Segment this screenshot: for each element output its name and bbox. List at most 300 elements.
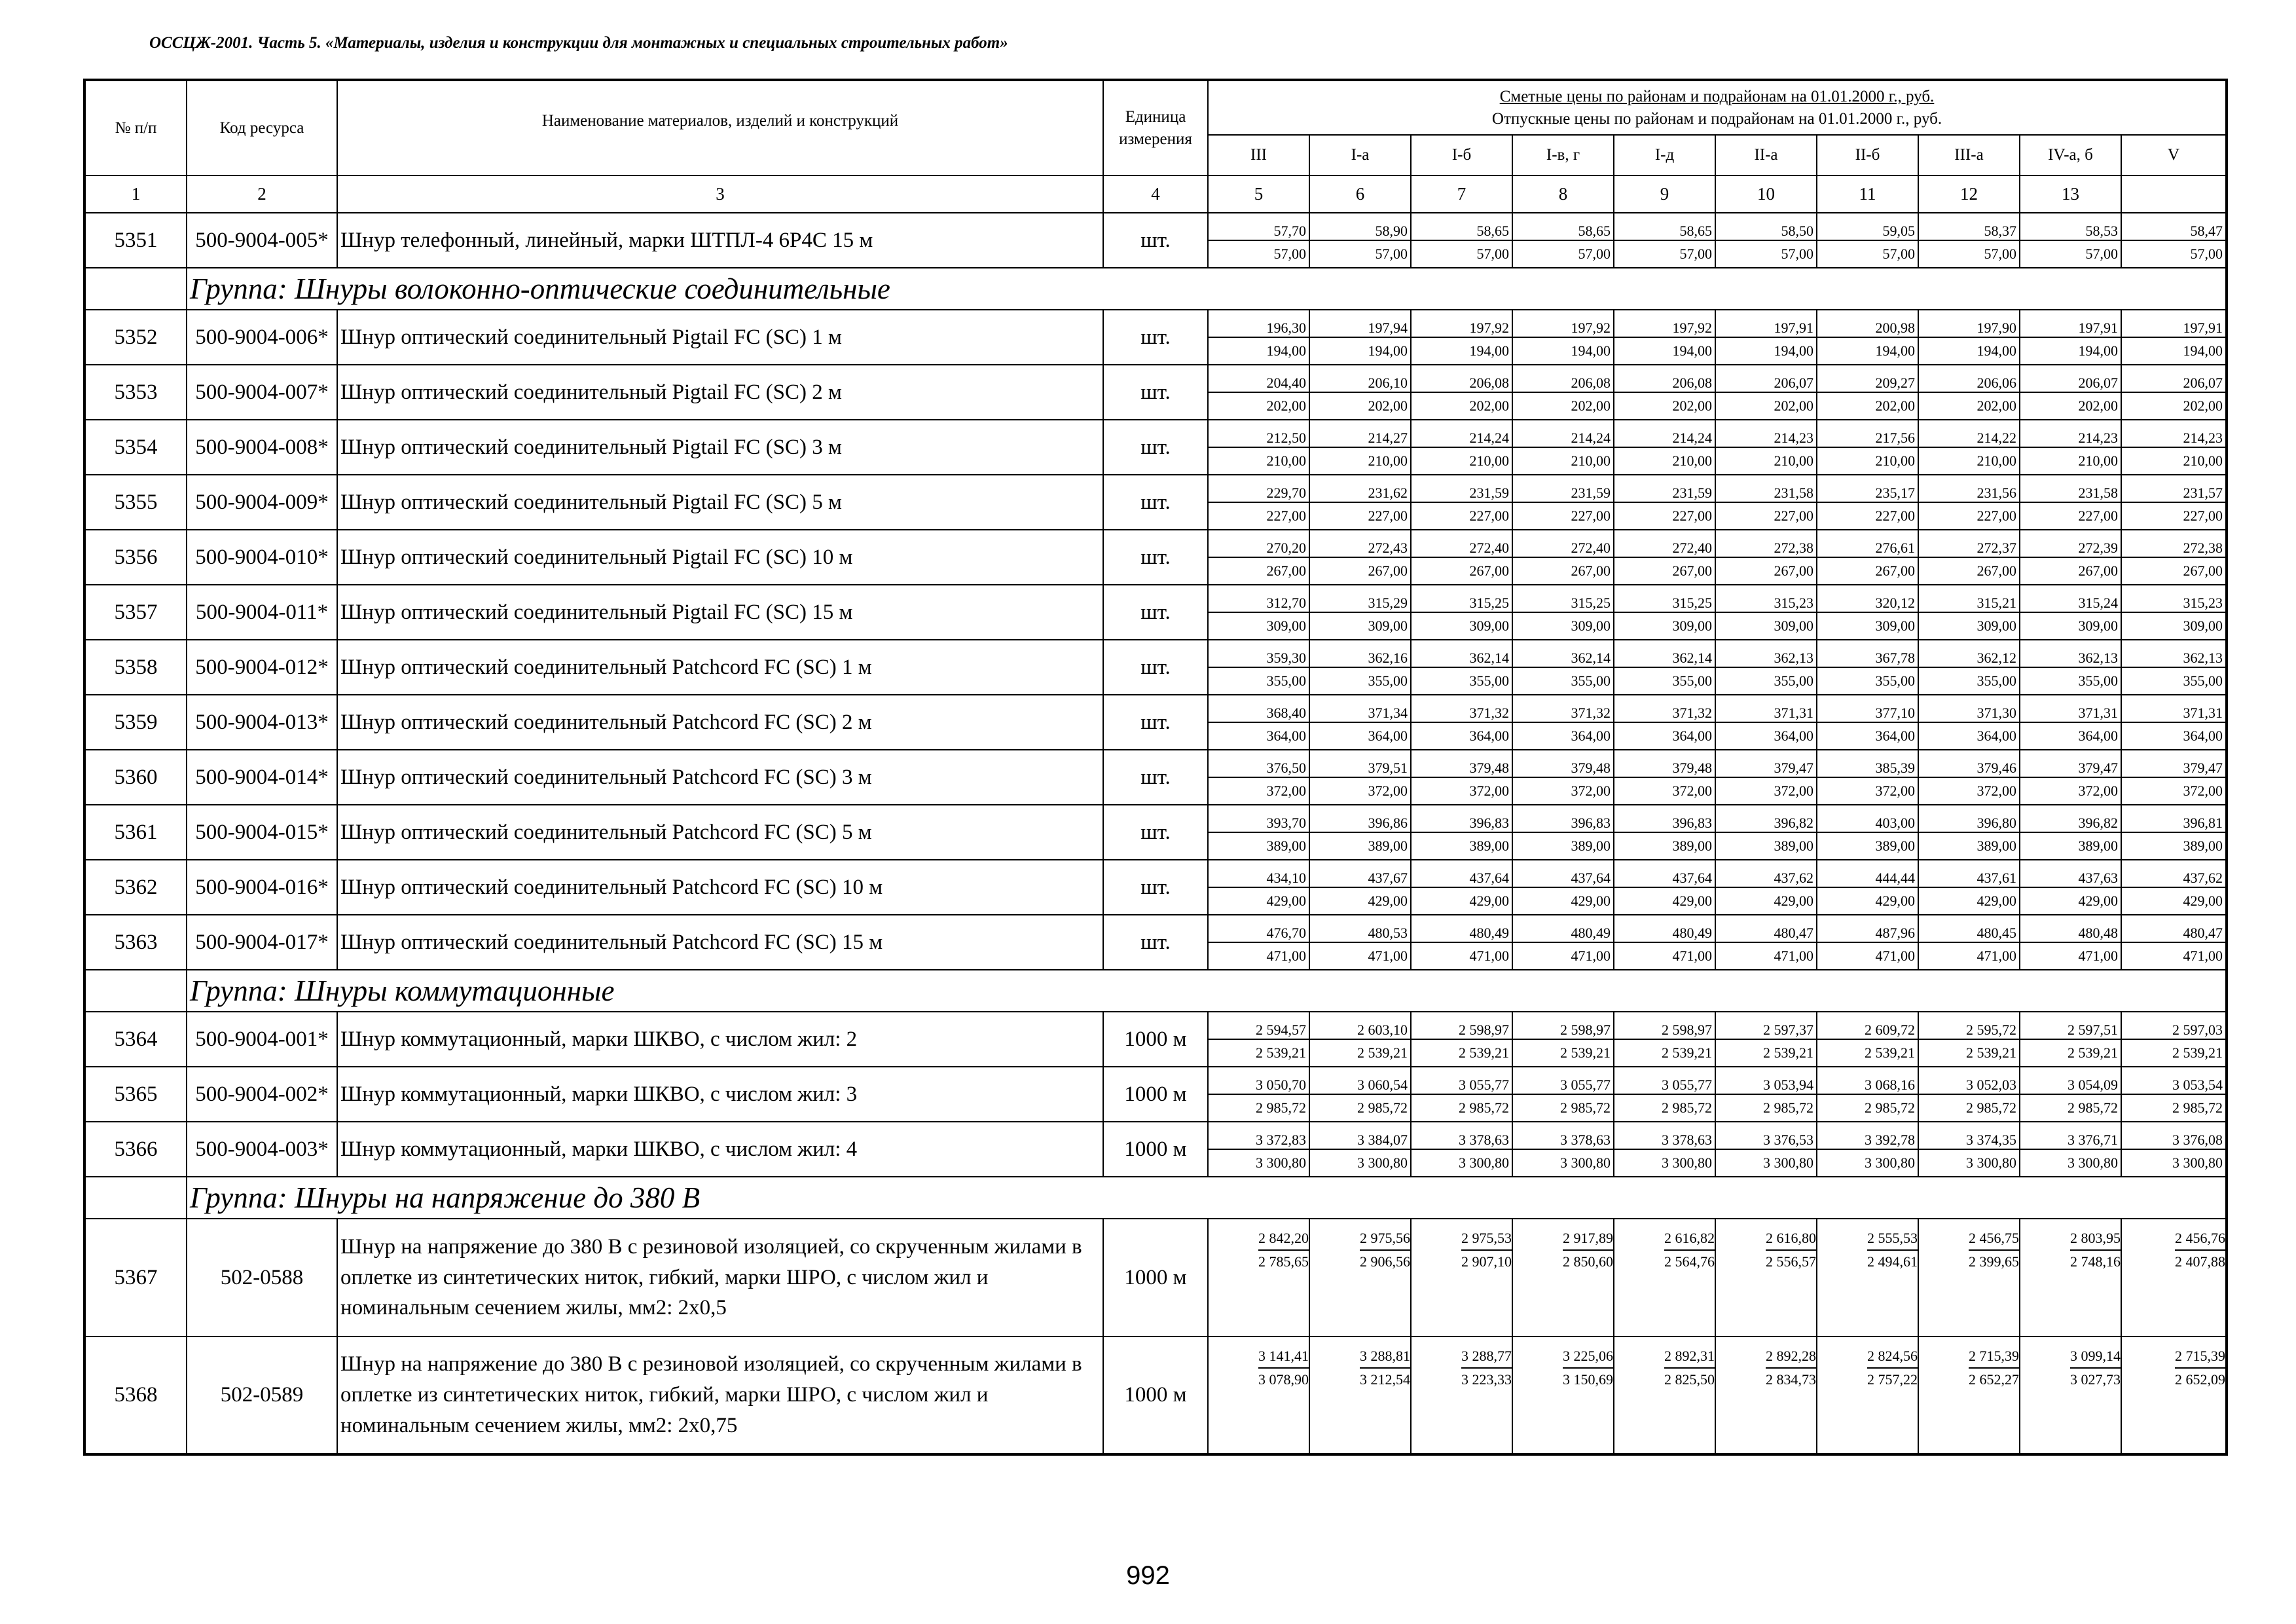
price-cell <box>2020 1219 2121 1337</box>
price-cell <box>2121 420 2227 475</box>
table-row <box>84 420 2227 475</box>
resource-code: 500-9004-011* <box>187 585 337 640</box>
estimate-price: 315,23 <box>1716 585 1816 613</box>
estimate-price: 272,38 <box>2122 530 2225 558</box>
release-price: 3 300,80 <box>1459 1154 1509 1171</box>
price-cell <box>1715 1337 1817 1454</box>
estimate-price: 315,29 <box>1310 585 1410 613</box>
release-price: 309,00 <box>1774 618 1813 634</box>
resource-code: 500-9004-009* <box>187 475 337 530</box>
price-cell <box>1817 1337 1918 1454</box>
price-cell <box>1411 860 1512 915</box>
release-price: 372,00 <box>2183 783 2223 799</box>
price-cell <box>2020 530 2121 585</box>
release-price: 2 556,57 <box>1766 1253 1816 1270</box>
table-row <box>84 365 2227 420</box>
estimate-price: 272,39 <box>2020 530 2121 558</box>
item-name: Шнур коммутационный, марки ШКВО, с числом жил: 3 <box>337 1067 1103 1122</box>
price-cell <box>1208 640 1309 695</box>
estimate-price: 58,37 <box>1919 213 2019 241</box>
release-price: 202,00 <box>2183 397 2223 414</box>
release-price: 2 539,21 <box>1256 1044 1306 1061</box>
estimate-price: 315,21 <box>1919 585 2019 613</box>
row-number: 5358 <box>84 640 187 695</box>
region-header: IV-а, б <box>2020 135 2121 175</box>
release-price: 372,00 <box>1875 783 1915 799</box>
release-price: 2 985,72 <box>1560 1099 1611 1116</box>
price-cell <box>1918 1219 2020 1337</box>
column-number: 3 <box>337 175 1103 213</box>
price-cell <box>1614 915 1715 970</box>
item-name: Шнур оптический соединительный Patchcord FC (SC) 2 м <box>337 695 1103 750</box>
release-price: 202,00 <box>1266 397 1306 414</box>
estimate-price: 3 376,53 <box>1716 1122 1816 1150</box>
release-price: 2 652,27 <box>1969 1371 2019 1388</box>
release-price: 429,00 <box>2078 893 2118 909</box>
region-header: III-а <box>1918 135 2020 175</box>
resource-code: 500-9004-001* <box>187 1012 337 1067</box>
estimate-price: 3 374,35 <box>1919 1122 2019 1150</box>
estimate-price: 2 603,10 <box>1310 1012 1410 1040</box>
estimate-price: 315,23 <box>2122 585 2225 613</box>
estimate-price: 3 052,03 <box>1919 1067 2019 1095</box>
estimate-price: 214,23 <box>1716 420 1816 448</box>
price-cell <box>1715 475 1817 530</box>
release-price: 210,00 <box>1672 452 1712 469</box>
price-cell <box>1208 1122 1309 1177</box>
region-header: I-а <box>1309 135 1411 175</box>
release-price: 267,00 <box>1672 563 1712 579</box>
price-cell <box>1208 915 1309 970</box>
estimate-price: 197,94 <box>1310 310 1410 338</box>
price-cell <box>1208 420 1309 475</box>
price-cell <box>1411 695 1512 750</box>
estimate-price: 444,44 <box>1817 860 1918 888</box>
estimate-price: 197,91 <box>1716 310 1816 338</box>
price-cell <box>1512 695 1614 750</box>
price-cell <box>1309 310 1411 365</box>
release-price: 210,00 <box>2078 452 2118 469</box>
estimate-price: 3 288,81 <box>1360 1345 1410 1369</box>
estimate-price: 362,12 <box>1919 640 2019 668</box>
release-price: 2 539,21 <box>1662 1044 1712 1061</box>
price-cell <box>1512 585 1614 640</box>
price-cell <box>1817 695 1918 750</box>
price-cell <box>1411 1012 1512 1067</box>
release-price: 471,00 <box>1571 948 1611 964</box>
release-price: 2 825,50 <box>1664 1371 1715 1388</box>
price-cell <box>1614 585 1715 640</box>
unit: шт. <box>1103 860 1208 915</box>
estimate-price: 371,32 <box>1412 695 1512 723</box>
release-price: 364,00 <box>1571 728 1611 744</box>
estimate-price: 437,62 <box>2122 860 2225 888</box>
price-cell <box>2121 1337 2227 1454</box>
unit: шт. <box>1103 365 1208 420</box>
release-price: 202,00 <box>1571 397 1611 414</box>
release-price: 389,00 <box>1266 838 1306 854</box>
release-price: 309,00 <box>1571 618 1611 634</box>
release-price: 210,00 <box>1571 452 1611 469</box>
release-price: 389,00 <box>1774 838 1813 854</box>
price-cell <box>2020 475 2121 530</box>
estimate-price: 371,32 <box>1614 695 1715 723</box>
estimate-price: 3 372,83 <box>1209 1122 1309 1150</box>
estimate-price: 379,46 <box>1919 750 2019 778</box>
estimate-price: 3 053,54 <box>2122 1067 2225 1095</box>
estimate-price: 2 975,56 <box>1360 1227 1410 1251</box>
item-name: Шнур оптический соединительный Patchcord FC (SC) 5 м <box>337 805 1103 860</box>
unit: 1000 м <box>1103 1012 1208 1067</box>
row-number: 5368 <box>84 1337 187 1454</box>
price-cell <box>1512 420 1614 475</box>
page-number: 992 <box>1126 1561 1170 1590</box>
estimate-price: 393,70 <box>1209 805 1309 833</box>
release-price: 355,00 <box>1368 673 1408 689</box>
release-price: 2 539,21 <box>1560 1044 1611 1061</box>
unit: 1000 м <box>1103 1067 1208 1122</box>
release-price: 57,00 <box>1781 246 1813 262</box>
price-cell <box>2020 1067 2121 1122</box>
release-price: 210,00 <box>1977 452 2016 469</box>
price-cell <box>1512 213 1614 268</box>
release-price: 194,00 <box>1977 342 2016 359</box>
estimate-price: 437,64 <box>1513 860 1613 888</box>
price-cell <box>1309 750 1411 805</box>
estimate-price: 214,22 <box>1919 420 2019 448</box>
release-price: 194,00 <box>1368 342 1408 359</box>
estimate-price: 229,70 <box>1209 475 1309 503</box>
estimate-price: 396,81 <box>2122 805 2225 833</box>
release-price: 2 906,56 <box>1360 1253 1410 1270</box>
estimate-price: 476,70 <box>1209 915 1309 943</box>
release-price: 57,00 <box>1476 246 1509 262</box>
table-row <box>84 915 2227 970</box>
release-price: 227,00 <box>1469 507 1509 524</box>
resource-code: 500-9004-007* <box>187 365 337 420</box>
price-cell <box>1614 365 1715 420</box>
estimate-price: 206,07 <box>2020 365 2121 393</box>
estimate-price: 434,10 <box>1209 860 1309 888</box>
unit: шт. <box>1103 695 1208 750</box>
estimate-price: 3 068,16 <box>1817 1067 1918 1095</box>
resource-code: 500-9004-002* <box>187 1067 337 1122</box>
price-cell <box>1512 1219 1614 1337</box>
price-cell <box>1918 420 2020 475</box>
price-cell <box>1817 1219 1918 1337</box>
release-price: 267,00 <box>2183 563 2223 579</box>
table-row <box>84 1337 2227 1454</box>
estimate-price: 437,61 <box>1919 860 2019 888</box>
estimate-price: 214,23 <box>2020 420 2121 448</box>
item-name: Шнур оптический соединительный Pigtail FC (SC) 1 м <box>337 310 1103 365</box>
price-cell <box>1817 310 1918 365</box>
price-cell <box>2121 530 2227 585</box>
price-cell <box>1918 1122 2020 1177</box>
release-price: 2 757,22 <box>1867 1371 1918 1388</box>
estimate-price: 2 609,72 <box>1817 1012 1918 1040</box>
release-price: 389,00 <box>1672 838 1712 854</box>
estimate-price: 200,98 <box>1817 310 1918 338</box>
price-cell <box>1309 530 1411 585</box>
col-header-num: № п/п <box>84 80 187 175</box>
price-cell <box>1411 213 1512 268</box>
price-cell <box>1512 530 1614 585</box>
table-row <box>84 530 2227 585</box>
release-price: 210,00 <box>1469 452 1509 469</box>
estimate-price: 371,31 <box>1716 695 1816 723</box>
release-price: 194,00 <box>1672 342 1712 359</box>
estimate-price: 315,25 <box>1614 585 1715 613</box>
row-number: 5367 <box>84 1219 187 1337</box>
price-cell <box>1614 805 1715 860</box>
price-cell <box>1614 1067 1715 1122</box>
table-row <box>84 1012 2227 1067</box>
unit: шт. <box>1103 750 1208 805</box>
estimate-price: 3 060,54 <box>1310 1067 1410 1095</box>
estimate-price: 480,49 <box>1614 915 1715 943</box>
release-price: 210,00 <box>1368 452 1408 469</box>
price-cell <box>1817 475 1918 530</box>
price-cell <box>2121 750 2227 805</box>
estimate-price: 2 975,53 <box>1461 1227 1512 1251</box>
release-price: 227,00 <box>1977 507 2016 524</box>
table-row <box>84 750 2227 805</box>
release-price: 471,00 <box>2078 948 2118 964</box>
price-cell <box>1309 915 1411 970</box>
group-row <box>84 268 2227 310</box>
region-header: II-а <box>1715 135 1817 175</box>
release-price: 372,00 <box>1977 783 2016 799</box>
price-cell <box>1411 1067 1512 1122</box>
unit: шт. <box>1103 475 1208 530</box>
price-cell <box>1614 750 1715 805</box>
release-price: 2 539,21 <box>2172 1044 2223 1061</box>
row-number: 5355 <box>84 475 187 530</box>
estimate-price: 276,61 <box>1817 530 1918 558</box>
estimate-price: 272,43 <box>1310 530 1410 558</box>
release-price: 3 300,80 <box>1560 1154 1611 1171</box>
price-cell <box>2020 860 2121 915</box>
release-price: 389,00 <box>1977 838 2016 854</box>
price-cell <box>1614 1219 1715 1337</box>
price-cell <box>1309 213 1411 268</box>
estimate-price: 368,40 <box>1209 695 1309 723</box>
release-price: 372,00 <box>1368 783 1408 799</box>
price-cell <box>1918 750 2020 805</box>
estimate-price: 437,67 <box>1310 860 1410 888</box>
release-price: 429,00 <box>1469 893 1509 909</box>
table-row <box>84 310 2227 365</box>
estimate-price: 2 917,89 <box>1563 1227 1613 1251</box>
price-cell <box>1208 213 1309 268</box>
release-price: 364,00 <box>1469 728 1509 744</box>
price-cell <box>1208 1012 1309 1067</box>
price-cell <box>1614 860 1715 915</box>
release-price: 202,00 <box>1977 397 2016 414</box>
release-price: 364,00 <box>1875 728 1915 744</box>
release-price: 3 300,80 <box>2172 1154 2223 1171</box>
region-header: I-б <box>1411 135 1512 175</box>
row-number: 5351 <box>84 213 187 268</box>
release-price: 364,00 <box>1672 728 1712 744</box>
estimate-price: 214,27 <box>1310 420 1410 448</box>
estimate-price: 231,59 <box>1614 475 1715 503</box>
release-price: 429,00 <box>1977 893 2016 909</box>
release-price: 2 907,10 <box>1461 1253 1512 1270</box>
estimate-price: 3 141,41 <box>1258 1345 1309 1369</box>
release-price: 267,00 <box>1977 563 2016 579</box>
release-price: 3 223,33 <box>1461 1371 1512 1388</box>
estimate-price: 315,25 <box>1412 585 1512 613</box>
price-cell <box>1512 475 1614 530</box>
release-price: 267,00 <box>1368 563 1408 579</box>
column-number: 1 <box>84 175 187 213</box>
price-cell <box>1715 805 1817 860</box>
estimate-price: 58,53 <box>2020 213 2121 241</box>
estimate-price: 272,40 <box>1614 530 1715 558</box>
estimate-price: 59,05 <box>1817 213 1918 241</box>
price-cell <box>2121 310 2227 365</box>
estimate-price: 2 842,20 <box>1258 1227 1309 1251</box>
release-price: 389,00 <box>1469 838 1509 854</box>
release-price: 2 564,76 <box>1664 1253 1715 1270</box>
table-row <box>84 640 2227 695</box>
item-name: Шнур оптический соединительный Pigtail FC (SC) 3 м <box>337 420 1103 475</box>
unit: шт. <box>1103 585 1208 640</box>
price-cell <box>1411 805 1512 860</box>
price-cell <box>1208 585 1309 640</box>
price-cell <box>1208 310 1309 365</box>
release-price: 309,00 <box>2183 618 2223 634</box>
price-cell <box>1715 860 1817 915</box>
item-name: Шнур телефонный, линейный, марки ШТПЛ-4 6Р4С 15 м <box>337 213 1103 268</box>
region-header: V <box>2121 135 2227 175</box>
release-price: 372,00 <box>1774 783 1813 799</box>
release-price: 3 300,80 <box>1763 1154 1813 1171</box>
release-price: 2 539,21 <box>1763 1044 1813 1061</box>
region-header: I-в, г <box>1512 135 1614 175</box>
estimate-price: 206,08 <box>1513 365 1613 393</box>
estimate-price: 3 055,77 <box>1513 1067 1613 1095</box>
price-cell <box>1309 420 1411 475</box>
release-price: 389,00 <box>1368 838 1408 854</box>
price-cell <box>1411 530 1512 585</box>
price-cell <box>2121 695 2227 750</box>
release-price: 2 407,88 <box>2175 1253 2226 1270</box>
release-price: 3 300,80 <box>2068 1154 2118 1171</box>
release-price: 2 494,61 <box>1867 1253 1918 1270</box>
price-cell <box>1309 805 1411 860</box>
estimate-price: 214,24 <box>1614 420 1715 448</box>
release-price: 210,00 <box>1774 452 1813 469</box>
column-number: 4 <box>1103 175 1208 213</box>
release-price: 429,00 <box>1774 893 1813 909</box>
price-cell <box>2020 420 2121 475</box>
price-cell <box>1817 640 1918 695</box>
estimate-price: 480,45 <box>1919 915 2019 943</box>
resource-code: 500-9004-012* <box>187 640 337 695</box>
price-cell <box>1208 860 1309 915</box>
price-cell <box>1309 1012 1411 1067</box>
estimate-price: 206,07 <box>1716 365 1816 393</box>
release-price: 471,00 <box>1977 948 2016 964</box>
release-price: 389,00 <box>2078 838 2118 854</box>
item-name: Шнур на напряжение до 380 В с резиновой изоляцией, со скрученным жилами в оплетке из синтетических ниток, гибкий, марки ШРО, с числом жил и номинальным сечением жилы, мм2: 2x0,5 <box>337 1219 1103 1337</box>
item-name: Шнур оптический соединительный Patchcord FC (SC) 10 м <box>337 860 1103 915</box>
release-price: 267,00 <box>2078 563 2118 579</box>
price-cell <box>2121 640 2227 695</box>
row-number: 5357 <box>84 585 187 640</box>
release-price: 227,00 <box>2183 507 2223 524</box>
release-price: 267,00 <box>1266 563 1306 579</box>
resource-code: 502-0589 <box>187 1337 337 1454</box>
price-cell <box>2020 1337 2121 1454</box>
release-price: 227,00 <box>1672 507 1712 524</box>
estimate-price: 367,78 <box>1817 640 1918 668</box>
estimate-price: 379,47 <box>2020 750 2121 778</box>
estimate-price: 214,24 <box>1513 420 1613 448</box>
table-row <box>84 695 2227 750</box>
release-price: 57,00 <box>2085 246 2118 262</box>
price-cell <box>2020 365 2121 420</box>
resource-code: 500-9004-005* <box>187 213 337 268</box>
estimate-price: 206,08 <box>1614 365 1715 393</box>
estimate-price: 2 597,37 <box>1716 1012 1816 1040</box>
price-cell <box>2020 640 2121 695</box>
group-title: Группа: Шнуры волоконно-оптические соединительные <box>187 268 2227 310</box>
item-name: Шнур оптический соединительный Patchcord FC (SC) 15 м <box>337 915 1103 970</box>
estimate-price: 217,56 <box>1817 420 1918 448</box>
table-row <box>84 805 2227 860</box>
price-cell <box>2121 1219 2227 1337</box>
price-cell <box>1411 1337 1512 1454</box>
release-price: 57,00 <box>1882 246 1915 262</box>
price-cell <box>1918 530 2020 585</box>
release-price: 194,00 <box>2078 342 2118 359</box>
estimate-price: 396,80 <box>1919 805 2019 833</box>
price-cell <box>1614 1012 1715 1067</box>
price-cell <box>2020 310 2121 365</box>
price-cell <box>1614 475 1715 530</box>
release-price: 2 399,65 <box>1969 1253 2019 1270</box>
price-cell <box>1512 1337 1614 1454</box>
release-price: 2 539,21 <box>1865 1044 1915 1061</box>
price-cell <box>1512 750 1614 805</box>
release-price: 57,00 <box>1375 246 1408 262</box>
price-cell <box>2020 585 2121 640</box>
resource-code: 500-9004-013* <box>187 695 337 750</box>
release-price: 309,00 <box>1977 618 2016 634</box>
resource-code: 502-0588 <box>187 1219 337 1337</box>
price-cell <box>1817 805 1918 860</box>
column-number: 7 <box>1411 175 1512 213</box>
estimate-price: 2 715,39 <box>1969 1345 2019 1369</box>
item-name: Шнур коммутационный, марки ШКВО, с числом жил: 4 <box>337 1122 1103 1177</box>
release-price: 57,00 <box>1273 246 1306 262</box>
release-price: 267,00 <box>1774 563 1813 579</box>
price-cell <box>1715 915 1817 970</box>
column-number: 11 <box>1817 175 1918 213</box>
item-name: Шнур оптический соединительный Pigtail FC (SC) 2 м <box>337 365 1103 420</box>
release-price: 194,00 <box>1469 342 1509 359</box>
row-number: 5352 <box>84 310 187 365</box>
estimate-price: 320,12 <box>1817 585 1918 613</box>
estimate-price: 2 824,56 <box>1867 1345 1918 1369</box>
unit: шт. <box>1103 310 1208 365</box>
item-name: Шнур оптический соединительный Pigtail FC (SC) 15 м <box>337 585 1103 640</box>
release-price: 2 539,21 <box>1966 1044 2016 1061</box>
